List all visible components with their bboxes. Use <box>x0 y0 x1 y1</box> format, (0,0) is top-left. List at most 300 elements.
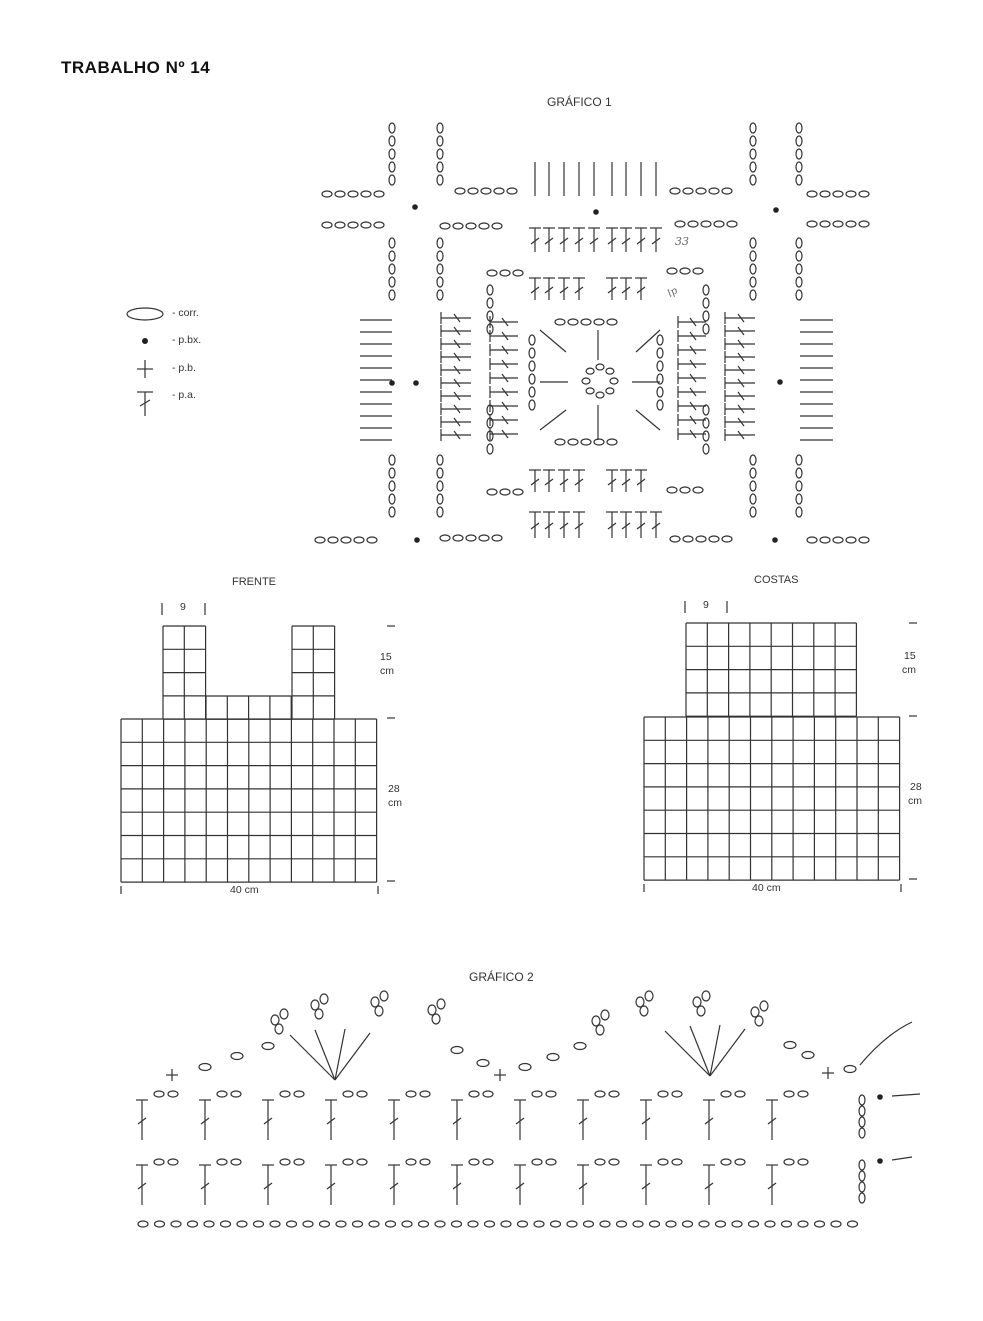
chain-stitch <box>721 1159 731 1165</box>
chain-stitch <box>492 223 502 229</box>
chain-stitch <box>343 1091 353 1097</box>
frente-strap-width: 9 <box>180 601 186 613</box>
chain-stitch <box>750 290 756 300</box>
chain-stitch <box>311 1000 319 1010</box>
chain-stitch <box>750 175 756 185</box>
chain-stitch <box>437 123 443 133</box>
chain-stitch <box>798 1091 808 1097</box>
chain-stitch <box>796 494 802 504</box>
chain-stitch <box>750 162 756 172</box>
chain-stitch <box>221 1221 231 1227</box>
legend-pbx: - p.bx. <box>172 334 202 346</box>
chain-stitch <box>322 191 332 197</box>
chain-stitch <box>420 1091 430 1097</box>
chain-stitch <box>594 439 604 445</box>
chain-stitch <box>402 1221 412 1227</box>
annotation-lp: lp <box>665 285 680 300</box>
chain-stitch <box>315 1009 323 1019</box>
chain-stitch <box>280 1009 288 1019</box>
chain-stitch <box>487 298 493 308</box>
costas-strap-height: 15 <box>904 650 916 662</box>
chain-stitch <box>672 1159 682 1165</box>
chain-stitch <box>831 1221 841 1227</box>
chain-stitch <box>452 1221 462 1227</box>
slip-stitch <box>593 209 599 215</box>
chain-stitch <box>469 1159 479 1165</box>
chain-stitch <box>303 1221 313 1227</box>
fan-stitch <box>315 1030 335 1080</box>
chain-stitch <box>367 537 377 543</box>
chain-stitch <box>406 1091 416 1097</box>
chain-stitch <box>749 1221 759 1227</box>
costas-body-height-unit: cm <box>908 795 922 807</box>
chain-stitch <box>485 1221 495 1227</box>
chain-stitch <box>796 290 802 300</box>
costas-strap-width: 9 <box>703 599 709 611</box>
chain-stitch <box>859 1182 865 1192</box>
chain-stitch <box>231 1091 241 1097</box>
chain-stitch <box>833 221 843 227</box>
chain-stitch <box>703 444 709 454</box>
costas-body-height: 28 <box>910 781 922 793</box>
chain-stitch <box>636 997 644 1007</box>
chain-stitch <box>501 1221 511 1227</box>
fan-stitch <box>665 1031 710 1076</box>
chain-stitch <box>765 1221 775 1227</box>
chain-stitch <box>432 1014 440 1024</box>
legend <box>120 300 240 420</box>
chain-stitch <box>859 191 869 197</box>
double-crochet-icon <box>137 392 153 416</box>
chain-stitch <box>568 439 578 445</box>
chain-stitch <box>440 535 450 541</box>
chain-stitch <box>784 1159 794 1165</box>
chain-stitch <box>428 1005 436 1015</box>
annotation-33: 33 <box>675 235 689 248</box>
slip-stitch <box>877 1158 883 1164</box>
chain-stitch <box>844 1066 856 1073</box>
chain-stitch <box>294 1091 304 1097</box>
chain-stitch <box>320 994 328 1004</box>
chain-stitch <box>168 1159 178 1165</box>
chain-stitch <box>584 1221 594 1227</box>
chain-stitch <box>727 221 737 227</box>
chain-stitch <box>477 1060 489 1067</box>
chain-stitch <box>784 1042 796 1049</box>
chain-stitch <box>204 1221 214 1227</box>
chain-stitch <box>755 1016 763 1026</box>
chain-stitch <box>802 1052 814 1059</box>
chain-stitch <box>437 149 443 159</box>
chain-stitch <box>833 537 843 543</box>
chain-stitch <box>451 1047 463 1054</box>
chain-stitch <box>693 268 703 274</box>
chain-stitch <box>237 1221 247 1227</box>
chain-stitch <box>703 431 709 441</box>
chain-stitch <box>440 223 450 229</box>
grafico-2-title: GRÁFICO 2 <box>469 970 534 984</box>
chain-stitch <box>658 1159 668 1165</box>
chain-stitch <box>574 1043 586 1050</box>
chain-stitch <box>697 1006 705 1016</box>
chain-stitch <box>703 311 709 321</box>
chain-stitch <box>500 489 510 495</box>
chain-stitch <box>322 222 332 228</box>
chain-stitch <box>859 1117 865 1127</box>
chain-stitch <box>534 1221 544 1227</box>
chain-stitch <box>546 1091 556 1097</box>
chain-stitch <box>353 1221 363 1227</box>
chain-stitch <box>336 1221 346 1227</box>
chain-stitch <box>716 1221 726 1227</box>
chain-stitch <box>796 468 802 478</box>
chain-stitch <box>607 319 617 325</box>
slip-stitch <box>772 537 778 543</box>
chain-stitch <box>529 335 535 345</box>
chain-stitch <box>529 361 535 371</box>
chain-stitch <box>657 387 663 397</box>
chain-stitch <box>483 1091 493 1097</box>
chain-stitch <box>529 400 535 410</box>
chain-stitch <box>714 221 724 227</box>
chain-stitch <box>703 324 709 334</box>
chain-stitch <box>683 536 693 542</box>
chain-stitch <box>595 1159 605 1165</box>
slip-stitch <box>777 379 783 385</box>
stitch <box>892 1094 920 1096</box>
chain-stitch <box>596 392 604 398</box>
chain-stitch <box>701 221 711 227</box>
chain-stitch <box>453 223 463 229</box>
chain-stitch <box>287 1221 297 1227</box>
chain-stitch <box>568 319 578 325</box>
chain-stitch <box>796 455 802 465</box>
chain-stitch <box>567 1221 577 1227</box>
chain-stitch <box>389 277 395 287</box>
chain-stitch <box>262 1043 274 1050</box>
slip-stitch <box>413 380 419 386</box>
chain-stitch <box>820 191 830 197</box>
chain-stitch <box>782 1221 792 1227</box>
slip-stitch <box>414 537 420 543</box>
chain-stitch <box>750 149 756 159</box>
chain-stitch <box>320 1221 330 1227</box>
chain-stitch <box>820 221 830 227</box>
page-title: TRABALHO Nº 14 <box>61 58 211 77</box>
chain-stitch <box>667 268 677 274</box>
chain-stitch <box>859 1095 865 1105</box>
chain-stitch <box>670 536 680 542</box>
chain-stitch <box>796 238 802 248</box>
chain-stitch <box>798 1159 808 1165</box>
chain-stitch <box>658 1091 668 1097</box>
chain-stitch <box>672 1091 682 1097</box>
chain-stitch <box>437 290 443 300</box>
chain-stitch <box>518 1221 528 1227</box>
chain-stitch <box>375 1006 383 1016</box>
chain-stitch <box>389 149 395 159</box>
chain-stitch <box>389 264 395 274</box>
stitch <box>540 410 566 430</box>
chain-stitch <box>833 191 843 197</box>
chain-stitch <box>437 251 443 261</box>
chain-stitch <box>154 1091 164 1097</box>
chain-stitch <box>254 1221 264 1227</box>
legend-corr: - corr. <box>172 307 199 319</box>
chain-stitch <box>696 536 706 542</box>
chain-stitch <box>389 162 395 172</box>
chain-stitch <box>594 319 604 325</box>
chain-stitch <box>555 319 565 325</box>
chain-stitch <box>640 1006 648 1016</box>
chain-stitch <box>609 1159 619 1165</box>
chain-stitch <box>722 536 732 542</box>
chain-stitch <box>507 188 517 194</box>
chain-stitch <box>721 1091 731 1097</box>
chain-stitch <box>386 1221 396 1227</box>
chain-stitch <box>348 222 358 228</box>
legend-pb: - p.b. <box>172 362 196 374</box>
costas-width: 40 cm <box>752 882 781 894</box>
chain-stitch <box>453 535 463 541</box>
chain-stitch <box>807 221 817 227</box>
chain-stitch <box>406 1159 416 1165</box>
chain-stitch <box>657 361 663 371</box>
chain-stitch <box>389 123 395 133</box>
chain-stitch <box>513 270 523 276</box>
stitch <box>636 330 660 352</box>
chain-stitch <box>469 1091 479 1097</box>
chain-stitch <box>348 191 358 197</box>
chain-stitch <box>750 251 756 261</box>
chain-stitch <box>750 468 756 478</box>
chain-stitch <box>680 487 690 493</box>
chain-stitch <box>798 1221 808 1227</box>
frente-strap-height: 15 <box>380 651 392 663</box>
chain-stitch <box>645 991 653 1001</box>
chain-stitch <box>466 535 476 541</box>
chain-stitch <box>374 222 384 228</box>
chain-stitch <box>369 1221 379 1227</box>
chain-stitch <box>341 537 351 543</box>
chain-stitch <box>732 1221 742 1227</box>
chain-stitch <box>551 1221 561 1227</box>
chain-stitch <box>796 251 802 261</box>
chain-stitch <box>609 1091 619 1097</box>
chain-stitch <box>657 400 663 410</box>
chain-stitch <box>154 1159 164 1165</box>
chain-stitch <box>479 223 489 229</box>
chain-stitch <box>846 191 856 197</box>
chain-stitch <box>750 136 756 146</box>
dot-icon <box>142 338 148 344</box>
chain-stitch <box>846 221 856 227</box>
chain-stitch <box>600 1221 610 1227</box>
chain-stitch <box>492 535 502 541</box>
fan-stitch <box>710 1029 745 1076</box>
slip-stitch <box>389 380 395 386</box>
chain-stitch <box>437 494 443 504</box>
chain-stitch <box>807 191 817 197</box>
chain-stitch <box>703 298 709 308</box>
chain-stitch <box>846 537 856 543</box>
chain-stitch <box>466 223 476 229</box>
chain-stitch <box>750 455 756 465</box>
chain-stitch <box>389 468 395 478</box>
chain-stitch <box>760 1001 768 1011</box>
chain-stitch <box>529 348 535 358</box>
chain-stitch <box>650 1221 660 1227</box>
chain-stitch <box>519 1064 531 1071</box>
chain-stitch <box>437 175 443 185</box>
chain-stitch <box>666 1221 676 1227</box>
chain-stitch <box>357 1091 367 1097</box>
chain-stitch <box>670 188 680 194</box>
chain-stitch <box>328 537 338 543</box>
chain-stitch <box>859 221 869 227</box>
chain-stitch <box>683 1221 693 1227</box>
chain-stitch <box>796 264 802 274</box>
chain-stitch <box>389 238 395 248</box>
chain-stitch <box>796 277 802 287</box>
chain-stitch <box>532 1159 542 1165</box>
chain-stitch <box>455 188 465 194</box>
chain-stitch <box>389 290 395 300</box>
chain-stitch <box>487 285 493 295</box>
chain-stitch <box>596 364 604 370</box>
chain-stitch <box>217 1091 227 1097</box>
chain-stitch <box>171 1221 181 1227</box>
chain-stitch <box>607 439 617 445</box>
costas-title: COSTAS <box>754 574 799 586</box>
chain-stitch <box>380 991 388 1001</box>
chain-stitch <box>437 238 443 248</box>
chain-stitch <box>735 1159 745 1165</box>
chain-stitch <box>547 1054 559 1061</box>
chain-stitch <box>688 221 698 227</box>
chain-stitch <box>435 1221 445 1227</box>
chain-stitch <box>796 481 802 491</box>
chain-stitch <box>389 251 395 261</box>
chain-stitch <box>343 1159 353 1165</box>
chain-stitch <box>361 222 371 228</box>
chain-stitch <box>592 1016 600 1026</box>
chain-stitch <box>807 537 817 543</box>
chain-stitch <box>513 489 523 495</box>
chain-stitch <box>667 487 677 493</box>
chain-stitch <box>479 535 489 541</box>
chain-stitch <box>483 1159 493 1165</box>
chain-stitch <box>481 188 491 194</box>
chain-stitch <box>722 188 732 194</box>
chain-stitch <box>335 222 345 228</box>
stitch <box>892 1157 912 1160</box>
chain-stitch <box>468 1221 478 1227</box>
chain-stitch <box>389 175 395 185</box>
chain-stitch <box>709 188 719 194</box>
chain-stitch <box>468 188 478 194</box>
chain-stitch <box>138 1221 148 1227</box>
chain-stitch <box>859 1171 865 1181</box>
chain-stitch <box>546 1159 556 1165</box>
chain-stitch <box>796 136 802 146</box>
chain-stitch <box>750 277 756 287</box>
edge-curve <box>860 1022 912 1065</box>
chain-stitch <box>606 368 614 374</box>
chain-stitch <box>601 1010 609 1020</box>
frente-width: 40 cm <box>230 884 259 896</box>
chain-stitch <box>389 494 395 504</box>
chain-stitch <box>487 270 497 276</box>
chain-stitch <box>437 162 443 172</box>
chain-stitch <box>750 494 756 504</box>
chain-stitch <box>374 191 384 197</box>
chain-stitch <box>696 188 706 194</box>
chain-stitch <box>389 455 395 465</box>
chain-stitch <box>859 1160 865 1170</box>
chain-stitch <box>155 1221 165 1227</box>
chain-stitch <box>750 123 756 133</box>
frente-strap-height-unit: cm <box>380 665 394 677</box>
chain-stitch <box>529 374 535 384</box>
legend-pa: - p.a. <box>172 389 196 401</box>
chain-stitch <box>294 1159 304 1165</box>
chain-stitch <box>848 1221 858 1227</box>
chain-stitch <box>532 1091 542 1097</box>
chain-stitch <box>595 1091 605 1097</box>
chain-stitch <box>675 221 685 227</box>
chain-stitch <box>796 175 802 185</box>
chain-stitch <box>199 1064 211 1071</box>
chain-stitch <box>657 348 663 358</box>
chain-stitch <box>582 378 590 384</box>
chain-stitch <box>168 1091 178 1097</box>
chain-stitch <box>859 537 869 543</box>
slip-stitch <box>773 207 779 213</box>
chain-stitch <box>271 1015 279 1025</box>
chain-stitch <box>610 378 618 384</box>
chain-stitch <box>596 1025 604 1035</box>
chain-stitch <box>280 1159 290 1165</box>
chain-stitch <box>709 536 719 542</box>
chain-stitch <box>617 1221 627 1227</box>
chain-stitch <box>750 264 756 274</box>
chain-stitch <box>683 188 693 194</box>
chain-stitch <box>419 1221 429 1227</box>
chain-stitch <box>437 507 443 517</box>
chain-stitch <box>437 264 443 274</box>
chain-stitch <box>784 1091 794 1097</box>
chain-stitch <box>437 136 443 146</box>
chain-stitch <box>693 487 703 493</box>
chain-stitch <box>581 439 591 445</box>
fan-stitch <box>690 1026 710 1076</box>
chain-stitch <box>389 481 395 491</box>
frente-body-height: 28 <box>388 783 400 795</box>
chain-stitch <box>437 455 443 465</box>
slip-stitch <box>877 1094 883 1100</box>
chain-stitch <box>735 1091 745 1097</box>
chain-stitch <box>437 481 443 491</box>
chain-stitch <box>633 1221 643 1227</box>
chain-stitch <box>693 997 701 1007</box>
chain-stitch <box>217 1159 227 1165</box>
stitch <box>636 410 660 430</box>
chain-stitch <box>275 1024 283 1034</box>
chain-stitch <box>796 162 802 172</box>
chain-stitch <box>270 1221 280 1227</box>
chain-stitch <box>357 1159 367 1165</box>
